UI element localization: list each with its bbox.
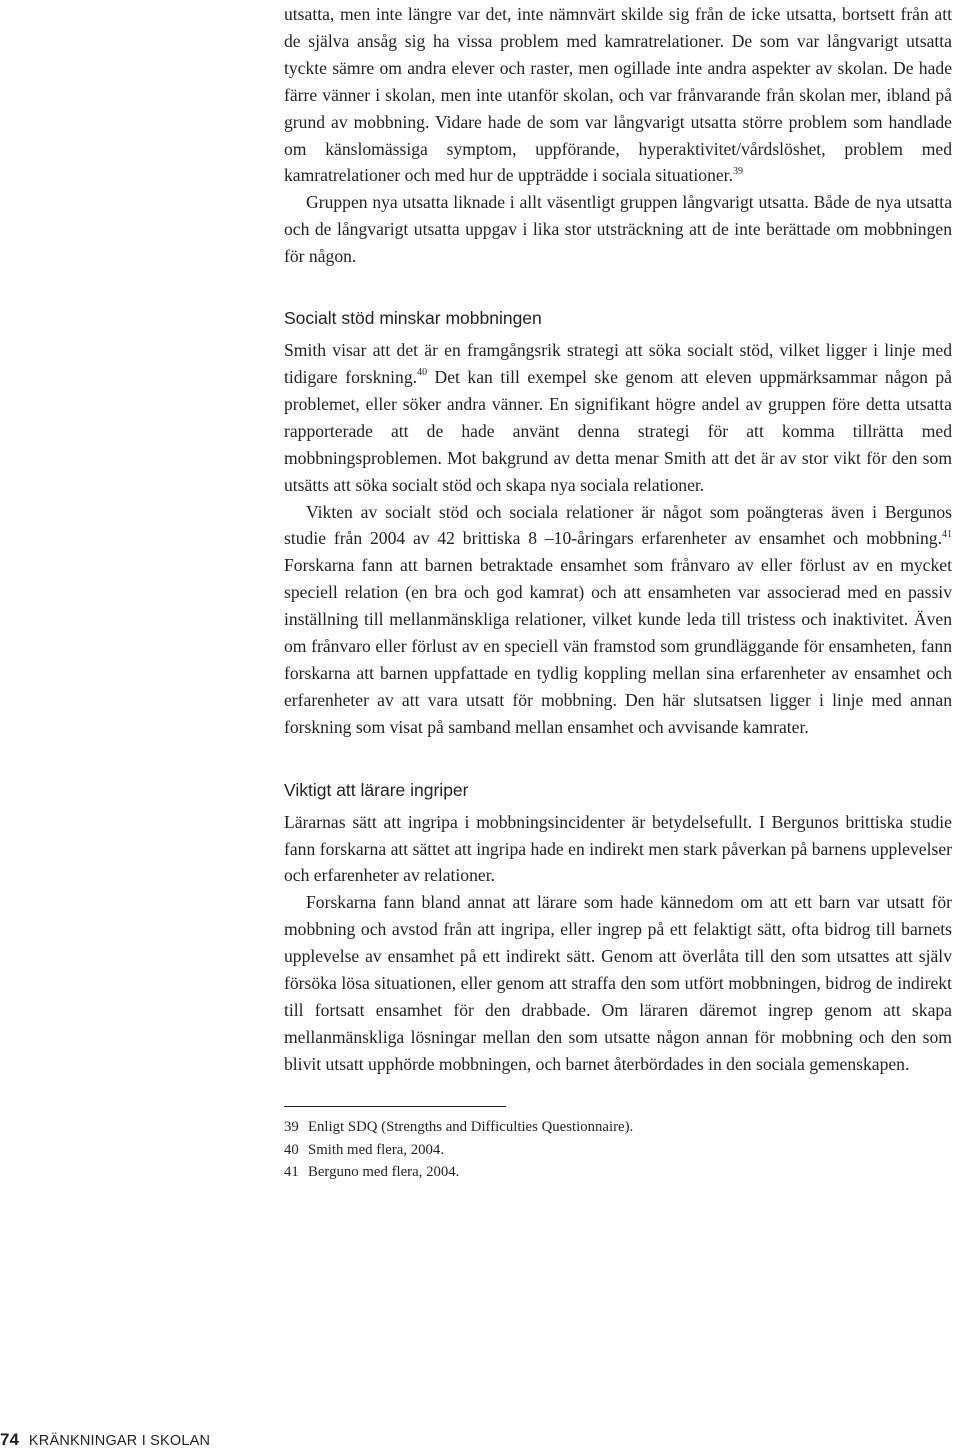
paragraph-text: Vikten av socialt stöd och sociala relationer är något som poängteras även i Bergunos studie från 2004 av 42 brittiska 8 –10-åringars erfarenheter av ensamhet och mobbning. — [284, 501, 952, 549]
page-footer — [0, 1430, 210, 1450]
footnote-divider — [284, 1106, 506, 1107]
page-number: 74 — [0, 1430, 19, 1449]
paragraph-text: Gruppen nya utsatta liknade i allt väsentligt gruppen långvarigt utsatta. Både de nya utsatta och de långvarigt utsatta uppgav i lika stor utsträckning att de inte berättade om mobbningen för någon. — [284, 192, 952, 267]
footnote-number: 40 — [284, 1141, 299, 1158]
running-title: KRÄNKNINGAR I SKOLAN — [28, 1433, 211, 1449]
section-heading-social-support: Socialt stöd minskar mobbningen — [284, 308, 542, 329]
footnote-text: Enligt SDQ (Strengths and Difficulties Questionnaire). — [308, 1118, 634, 1135]
paragraph — [284, 499, 952, 741]
paragraph-text: Smith visar att det är en framgångsrik strategi att söka socialt stöd, vilket ligger i linje med tidigare forskning. — [284, 340, 952, 387]
footnote-ref-39[interactable]: 39 — [732, 165, 743, 177]
paragraph: Forskarna fann bland annat att lärare som hade kännedom om att ett barn var utsatt för mobbning och avstod från att ingripa, eller ingrep på ett felaktigt sätt, ofta bidrog till barnets upplevelse av ensamhet på ett indirekt sätt. Genom att överlåta till den som utsattes att själv försöka lösa situationen, eller genom att straffa den som utfört mobbningen, bidrog de indirekt till fortsatt ensamhet för den drabbade. Om läraren däremot ingrep genom att skapa mellanmänskliga lösningar mellan den som utsatte någon annan för mobbning och den som blivit utsatt upphörde mobbningen, och barnet återbördades in den sociala gemenskapen. — [284, 892, 952, 1074]
section-heading-teachers-intervene: Viktigt att lärare ingriper — [284, 779, 469, 800]
footnote-number: 41 — [284, 1164, 299, 1181]
footnote-item — [284, 1116, 952, 1139]
paragraph-continued — [284, 1, 952, 189]
footnote-ref-40[interactable]: 40 — [417, 367, 428, 379]
paragraph — [284, 189, 952, 270]
paragraph — [284, 337, 952, 498]
footnote-item — [284, 1161, 952, 1184]
paragraph-text: Det kan till exempel ske genom att eleven uppmärksammar någon på problemet, eller söker andra vänner. En signifikant högre andel av gruppen före detta utsatta rapporterade att de hade använt denna strategi för att komma tillrätta med mobbningsproblemen. Mot bakgrund av detta menar Smith att det är av stor vikt för den som utsätts att söka socialt stöd och skapa nya sociala relationer. — [284, 366, 952, 495]
footnote-item — [284, 1139, 952, 1162]
paragraph: Lärarnas sätt att ingripa i mobbningsincidenter är betydelsefullt. I Bergunos brittiska studie fann forskarna att sättet att ingripa hade en indirekt men stark påverkan på barnens upplevelser och erfarenheter av relationer. — [284, 811, 952, 886]
footnote-text: Smith med flera, 2004. — [308, 1141, 445, 1158]
paragraph-text: Forskarna fann att barnen betraktade ensamhet som frånvaro av eller förlust av en mycket speciell relation (en bra och god kamrat) och att ensamheten var associerad med en passiv inställning till mellanmänskliga relationer, vilket kunde leda till tristess och inaktivitet. Även om frånvaro eller förlust av en speciell vän framstod som grundläggande för ensamheten, fann forskarna att barnen uppfattade en tydlig koppling mellan sina erfarenheter av ensamhet och erfarenheter av att vara utsatt för mobbning. Den här slutsatsen ligger i linje med annan forskning som visat på samband mellan ensamhet och avvisande kamrater. — [284, 555, 952, 737]
paragraph-text: utsatta, men inte längre var det, inte nämnvärt skilde sig från de icke utsatta, bortsett från att de själva ansåg sig ha vissa problem med kamratrelationer. De som var långvarigt utsatta tyckte sämre om andra elever och raster, men ogillade inte andra aspekter av skolan. De hade färre vänner i skolan, men inte utanför skolan, och var frånvarande från skolan mer, ibland på grund av mobbning. Vidare hade de som var långvarigt utsatta större problem som handlade om känslomässiga symptom, uppförande, hyperaktivitet/vårdslöshet, problem med kamratrelationer och med hur de uppträdde i sociala situationer. — [284, 4, 952, 186]
main-text-column — [284, 0, 952, 1184]
footnote-ref-41[interactable]: 41 — [942, 528, 952, 540]
footnote-number: 39 — [284, 1118, 299, 1135]
footnote-text: Berguno med flera, 2004. — [308, 1164, 460, 1181]
footnotes — [284, 1116, 952, 1184]
